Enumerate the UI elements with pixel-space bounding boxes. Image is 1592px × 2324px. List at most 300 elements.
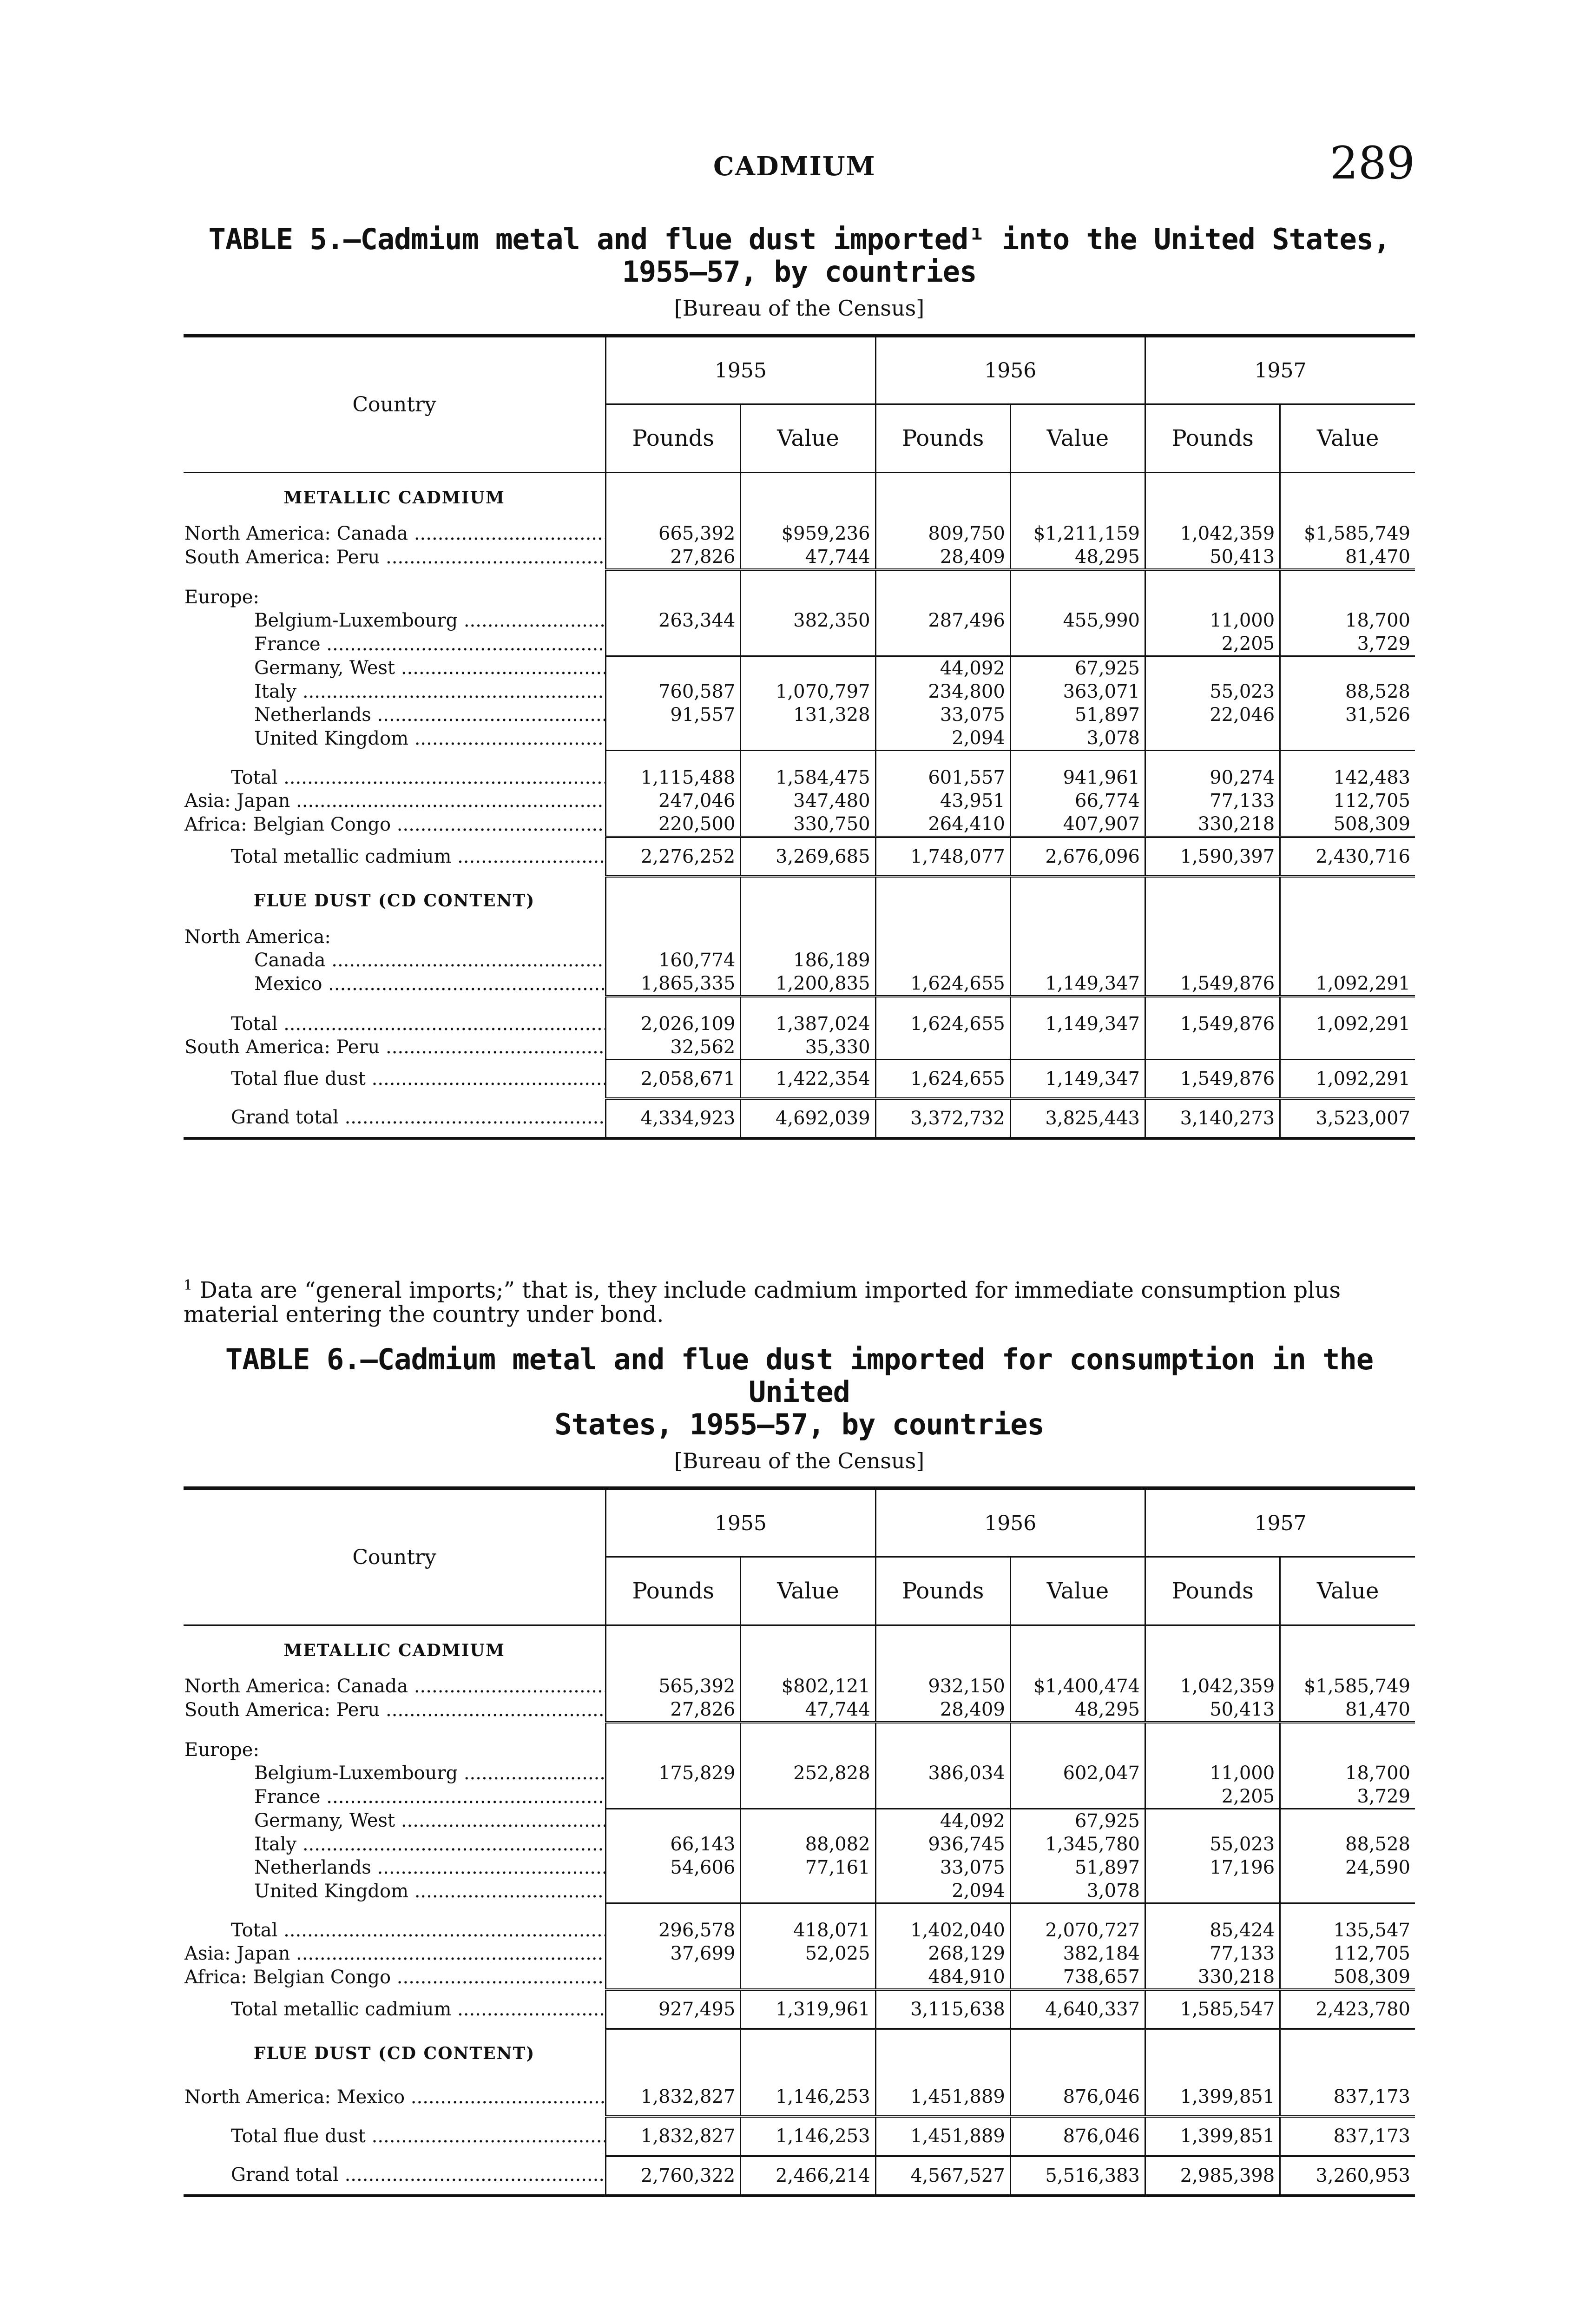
table-cell: 1,092,291 — [1280, 1059, 1415, 1098]
table-cell — [875, 1036, 1010, 1060]
pounds-header: Pounds — [1145, 404, 1280, 473]
row-label: Total metallic cadmium ..... — [184, 838, 606, 875]
table-row — [184, 1012, 1415, 1036]
value-header: Value — [1280, 404, 1415, 473]
row-label: Mexico ..... — [184, 972, 606, 996]
table-cell: 77,161 — [741, 1856, 875, 1879]
section-heading-row — [184, 473, 1415, 522]
pounds-header: Pounds — [875, 1557, 1010, 1625]
table-cell: 665,392 — [606, 522, 741, 545]
table-row — [184, 1059, 1415, 1098]
spacer-row — [184, 1723, 1415, 1739]
table-cell: 1,422,354 — [741, 1059, 875, 1098]
table-cell: 3,140,273 — [1145, 1098, 1280, 1138]
table-cell: 330,218 — [1145, 812, 1280, 837]
year-header: 1956 — [875, 336, 1145, 404]
table-row — [184, 2156, 1415, 2196]
row-label: Belgium-Luxembourg ..... — [184, 609, 606, 632]
table-cell: 37,699 — [606, 1942, 741, 1965]
country-header: Country — [184, 1488, 606, 1625]
table-cell: 252,828 — [741, 1762, 875, 1785]
table-cell: 1,149,347 — [1010, 972, 1145, 997]
table-cell: 112,705 — [1280, 1942, 1415, 1965]
table-6-grid — [184, 1486, 1415, 2197]
table-cell — [1280, 1809, 1415, 1833]
row-label: Asia: Japan ..... — [184, 1943, 606, 1964]
table-cell — [875, 949, 1010, 972]
table-cell — [606, 726, 741, 751]
table-cell: 135,547 — [1280, 1919, 1415, 1942]
footnote-text: Data are “general imports;” that is, they include cadmium imported for immediate consumption plus material entering the country under bond. — [184, 1277, 1341, 1327]
table-row — [184, 1965, 1415, 1990]
row-label: France ..... — [184, 633, 606, 656]
table-cell — [741, 1965, 875, 1990]
table-cell: 220,500 — [606, 812, 741, 837]
table-cell: 3,523,007 — [1280, 1098, 1415, 1138]
table-cell: 67,925 — [1010, 1809, 1145, 1833]
row-label: Total flue dust ..... — [184, 1060, 606, 1097]
table-cell: 738,657 — [1010, 1965, 1145, 1990]
table-cell: 382,350 — [741, 609, 875, 632]
table-row — [184, 1762, 1415, 1785]
row-label: United Kingdom ..... — [184, 1880, 606, 1903]
row-label: Africa: Belgian Congo ..... — [184, 1967, 606, 1988]
row-label: Netherlands ..... — [184, 703, 606, 726]
table-cell: 51,897 — [1010, 703, 1145, 726]
table-cell: 837,173 — [1280, 2078, 1415, 2117]
table-row — [184, 972, 1415, 997]
table-cell: 2,430,716 — [1280, 837, 1415, 877]
table-cell: 81,470 — [1280, 545, 1415, 570]
table-cell: 4,640,337 — [1010, 1990, 1145, 2029]
table-cell: 936,745 — [875, 1833, 1010, 1856]
table-cell: 44,092 — [875, 656, 1010, 680]
table-cell: 1,832,827 — [606, 2078, 741, 2117]
table-cell: 407,907 — [1010, 812, 1145, 837]
table-row — [184, 1809, 1415, 1833]
pounds-header: Pounds — [606, 404, 741, 473]
table-cell: 287,496 — [875, 609, 1010, 632]
table-row — [184, 949, 1415, 972]
value-header: Value — [1280, 1557, 1415, 1625]
row-label: Canada ..... — [184, 949, 606, 972]
table-cell: 32,562 — [606, 1036, 741, 1060]
table-cell: 508,309 — [1280, 812, 1415, 837]
table-cell: 3,078 — [1010, 1879, 1145, 1903]
table-cell: 941,961 — [1010, 766, 1145, 789]
row-label: Italy ..... — [184, 1833, 606, 1856]
table-cell: 1,451,889 — [875, 2116, 1010, 2156]
row-label: Total metallic cadmium ..... — [184, 1991, 606, 2028]
row-label: Total ..... — [184, 1012, 606, 1036]
table-cell: 47,744 — [741, 1698, 875, 1723]
row-label: Africa: Belgian Congo ..... — [184, 814, 606, 835]
row-label: France ..... — [184, 1785, 606, 1809]
table-cell: 11,000 — [1145, 609, 1280, 632]
table-cell: 18,700 — [1280, 609, 1415, 632]
table-cell: 418,071 — [741, 1919, 875, 1942]
row-label: South America: Peru ..... — [184, 1037, 606, 1058]
table-row — [184, 1785, 1415, 1809]
table-cell: 1,149,347 — [1010, 1059, 1145, 1098]
table-cell — [875, 1785, 1010, 1809]
row-label: United Kingdom ..... — [184, 727, 606, 750]
table-cell — [1010, 1036, 1145, 1060]
pounds-header: Pounds — [606, 1557, 741, 1625]
table-cell: 1,399,851 — [1145, 2116, 1280, 2156]
table-cell: 1,399,851 — [1145, 2078, 1280, 2117]
spacer-row — [184, 996, 1415, 1012]
row-label: Total flue dust ..... — [184, 2118, 606, 2155]
table-cell: 3,372,732 — [875, 1098, 1010, 1138]
table-cell: 1,319,961 — [741, 1990, 875, 2029]
table-cell: 3,729 — [1280, 1785, 1415, 1809]
table-cell: 112,705 — [1280, 789, 1415, 812]
table-cell: 2,423,780 — [1280, 1990, 1415, 2029]
section-heading: METALLIC CADMIUM — [283, 1640, 505, 1660]
table-cell: 175,829 — [606, 1762, 741, 1785]
table-cell — [606, 1785, 741, 1809]
table-cell: 186,189 — [741, 949, 875, 972]
table-cell: 48,295 — [1010, 1698, 1145, 1723]
table-cell: 382,184 — [1010, 1942, 1145, 1965]
table-row — [184, 812, 1415, 837]
table-cell: 2,676,096 — [1010, 837, 1145, 877]
table-cell: 35,330 — [741, 1036, 875, 1060]
table-cell: 3,260,953 — [1280, 2156, 1415, 2196]
table-cell: 51,897 — [1010, 1856, 1145, 1879]
table-cell: 1,146,253 — [741, 2116, 875, 2156]
table-cell: 88,528 — [1280, 680, 1415, 703]
table-cell: 2,058,671 — [606, 1059, 741, 1098]
table-row — [184, 1919, 1415, 1942]
table-cell: 247,046 — [606, 789, 741, 812]
table-cell: 90,274 — [1145, 766, 1280, 789]
table-cell: 1,865,335 — [606, 972, 741, 997]
table-row — [184, 766, 1415, 789]
table-row — [184, 2116, 1415, 2156]
table-cell: 85,424 — [1145, 1919, 1280, 1942]
table-cell: 33,075 — [875, 703, 1010, 726]
row-label: Asia: Japan ..... — [184, 790, 606, 812]
table-cell: 2,026,109 — [606, 1012, 741, 1036]
table-cell: 2,276,252 — [606, 837, 741, 877]
group-label-row — [184, 586, 1415, 609]
year-header: 1956 — [875, 1488, 1145, 1557]
table-cell — [1145, 726, 1280, 751]
table-cell: 43,951 — [875, 789, 1010, 812]
table-cell: 2,094 — [875, 726, 1010, 751]
table-cell: 66,774 — [1010, 789, 1145, 812]
pounds-header: Pounds — [1145, 1557, 1280, 1625]
table-cell: 1,832,827 — [606, 2116, 741, 2156]
table-cell — [606, 1809, 741, 1833]
table-cell — [1145, 1879, 1280, 1903]
table-cell: 3,269,685 — [741, 837, 875, 877]
table-cell: 2,205 — [1145, 632, 1280, 656]
table-cell: 1,748,077 — [875, 837, 1010, 877]
table-cell: 77,133 — [1145, 789, 1280, 812]
table-cell: 268,129 — [875, 1942, 1010, 1965]
spacer-row — [184, 1903, 1415, 1919]
row-label: Netherlands ..... — [184, 1856, 606, 1879]
table-cell: 809,750 — [875, 522, 1010, 545]
footnote-mark: 1 — [184, 1277, 193, 1294]
table-cell — [1145, 949, 1280, 972]
table-cell: 66,143 — [606, 1833, 741, 1856]
table-cell: 1,092,291 — [1280, 972, 1415, 997]
table-cell: 1,451,889 — [875, 2078, 1010, 2117]
table-cell: 1,345,780 — [1010, 1833, 1145, 1856]
table-cell: 22,046 — [1145, 703, 1280, 726]
value-header: Value — [1010, 404, 1145, 473]
table-row — [184, 1856, 1415, 1879]
table-cell: 17,196 — [1145, 1856, 1280, 1879]
table-cell — [875, 632, 1010, 656]
table-cell: 4,334,923 — [606, 1098, 741, 1138]
table-cell: 601,557 — [875, 766, 1010, 789]
table-cell: 3,729 — [1280, 632, 1415, 656]
table-cell: 1,624,655 — [875, 1059, 1010, 1098]
spacer-row — [184, 570, 1415, 586]
table-cell: $1,400,474 — [1010, 1675, 1145, 1698]
value-header: Value — [741, 404, 875, 473]
table-cell: 48,295 — [1010, 545, 1145, 570]
table-cell: 234,800 — [875, 680, 1010, 703]
table-5-caption: TABLE 5.—Cadmium metal and flue dust imported¹ into the United States, 1955–57, by countries — [208, 222, 1390, 289]
row-label: Grand total ..... — [184, 2156, 606, 2193]
table-cell: 263,344 — [606, 609, 741, 632]
section-heading-row — [184, 1625, 1415, 1675]
table-row — [184, 837, 1415, 877]
table-5 — [184, 223, 1415, 1140]
table-cell — [606, 1879, 741, 1903]
table-cell: 876,046 — [1010, 2116, 1145, 2156]
table-cell — [1145, 656, 1280, 680]
table-cell: 455,990 — [1010, 609, 1145, 632]
table-cell — [741, 656, 875, 680]
table-cell: 1,590,397 — [1145, 837, 1280, 877]
table-cell: 760,587 — [606, 680, 741, 703]
table-cell: 4,567,527 — [875, 2156, 1010, 2196]
table-5-grid — [184, 334, 1415, 1140]
table-row — [184, 632, 1415, 656]
table-cell: 3,078 — [1010, 726, 1145, 751]
row-label: North America: — [184, 926, 331, 948]
table-cell — [1280, 1036, 1415, 1060]
table-cell: 50,413 — [1145, 545, 1280, 570]
table-cell — [741, 1809, 875, 1833]
table-cell: 363,071 — [1010, 680, 1145, 703]
table-cell: 1,549,876 — [1145, 1059, 1280, 1098]
table-row — [184, 1879, 1415, 1903]
table-cell: 1,624,655 — [875, 972, 1010, 997]
table-cell: 876,046 — [1010, 2078, 1145, 2117]
table-cell: 330,750 — [741, 812, 875, 837]
table-cell: $1,585,749 — [1280, 1675, 1415, 1698]
row-label: Europe: — [184, 587, 259, 608]
table-cell — [606, 1965, 741, 1990]
table-cell: 2,070,727 — [1010, 1919, 1145, 1942]
section-heading-row — [184, 2029, 1415, 2078]
table-cell — [1010, 949, 1145, 972]
year-header: 1957 — [1145, 1488, 1415, 1557]
value-header: Value — [741, 1557, 875, 1625]
table-cell: 50,413 — [1145, 1698, 1280, 1723]
row-label: Germany, West ..... — [184, 656, 606, 680]
table-cell: 1,146,253 — [741, 2078, 875, 2117]
table-cell: 565,392 — [606, 1675, 741, 1698]
table-cell: 52,025 — [741, 1942, 875, 1965]
group-label-row — [184, 925, 1415, 949]
table-cell — [1010, 632, 1145, 656]
spacer-row — [184, 751, 1415, 766]
table-cell — [1010, 1785, 1145, 1809]
table-6-source: [Bureau of the Census] — [674, 1448, 925, 1473]
table-cell: 2,985,398 — [1145, 2156, 1280, 2196]
table-cell: 508,309 — [1280, 1965, 1415, 1990]
table-row — [184, 1698, 1415, 1723]
table-cell: 31,526 — [1280, 703, 1415, 726]
table-row — [184, 656, 1415, 680]
pounds-header: Pounds — [875, 404, 1010, 473]
table-row — [184, 1036, 1415, 1060]
table-cell: 2,094 — [875, 1879, 1010, 1903]
table-cell: 386,034 — [875, 1762, 1010, 1785]
running-title: CADMIUM — [713, 151, 876, 182]
row-label: Belgium-Luxembourg ..... — [184, 1762, 606, 1785]
table-cell — [741, 726, 875, 751]
table-cell: 1,549,876 — [1145, 1012, 1280, 1036]
table-row — [184, 545, 1415, 570]
table-cell: 330,218 — [1145, 1965, 1280, 1990]
year-header: 1957 — [1145, 336, 1415, 404]
table-cell: 55,023 — [1145, 1833, 1280, 1856]
section-heading: METALLIC CADMIUM — [283, 488, 505, 508]
table-row — [184, 1833, 1415, 1856]
table-row — [184, 2078, 1415, 2117]
table-5-source: [Bureau of the Census] — [674, 296, 925, 321]
table-cell: 77,133 — [1145, 1942, 1280, 1965]
row-label: Grand total ..... — [184, 1099, 606, 1136]
table-6-caption: TABLE 6.—Cadmium metal and flue dust imported for consumption in the United States, 1955–57, by countries — [225, 1342, 1374, 1441]
table-cell: 28,409 — [875, 1698, 1010, 1723]
table-cell: 160,774 — [606, 949, 741, 972]
footnote — [184, 1274, 1415, 1327]
table-row — [184, 1098, 1415, 1138]
table-cell: 54,606 — [606, 1856, 741, 1879]
section-heading: FLUE DUST (CD CONTENT) — [253, 2044, 535, 2063]
group-label-row — [184, 1738, 1415, 1762]
table-cell: 602,047 — [1010, 1762, 1145, 1785]
table-cell: $802,121 — [741, 1675, 875, 1698]
table-cell: 1,585,547 — [1145, 1990, 1280, 2029]
table-cell: 1,115,488 — [606, 766, 741, 789]
year-header: 1955 — [606, 1488, 875, 1557]
row-label: North America: Canada ..... — [184, 523, 606, 544]
table-cell: 28,409 — [875, 545, 1010, 570]
table-cell: 3,115,638 — [875, 1990, 1010, 2029]
row-label: North America: Canada ..... — [184, 1676, 606, 1697]
table-cell — [741, 1785, 875, 1809]
row-label: North America: Mexico ..... — [184, 2086, 606, 2108]
table-cell: 264,410 — [875, 812, 1010, 837]
table-cell: $1,211,159 — [1010, 522, 1145, 545]
table-cell: 27,826 — [606, 545, 741, 570]
row-label: Total ..... — [184, 1919, 606, 1942]
table-cell: 1,070,797 — [741, 680, 875, 703]
table-cell — [741, 1879, 875, 1903]
table-cell: 24,590 — [1280, 1856, 1415, 1879]
table-cell: 927,495 — [606, 1990, 741, 2029]
table-row — [184, 789, 1415, 812]
table-row — [184, 680, 1415, 703]
table-cell: 1,092,291 — [1280, 1012, 1415, 1036]
table-cell: 3,825,443 — [1010, 1098, 1145, 1138]
row-label: Italy ..... — [184, 680, 606, 703]
table-cell — [606, 632, 741, 656]
table-cell: 27,826 — [606, 1698, 741, 1723]
table-cell: 1,624,655 — [875, 1012, 1010, 1036]
country-header: Country — [184, 336, 606, 473]
table-cell: 1,402,040 — [875, 1919, 1010, 1942]
row-label: Europe: — [184, 1739, 259, 1761]
table-cell: 88,082 — [741, 1833, 875, 1856]
section-heading: FLUE DUST (CD CONTENT) — [253, 891, 535, 911]
table-cell — [741, 632, 875, 656]
section-heading-row — [184, 877, 1415, 925]
table-row — [184, 726, 1415, 751]
table-row — [184, 703, 1415, 726]
table-cell — [1280, 949, 1415, 972]
table-cell: 1,200,835 — [741, 972, 875, 997]
table-row — [184, 1942, 1415, 1965]
page-number: 289 — [1329, 137, 1415, 189]
year-header: 1955 — [606, 336, 875, 404]
running-head — [184, 137, 1415, 202]
table-cell: $959,236 — [741, 522, 875, 545]
table-cell — [1145, 1036, 1280, 1060]
table-cell: 2,760,322 — [606, 2156, 741, 2196]
table-cell: 484,910 — [875, 1965, 1010, 1990]
table-cell — [1280, 1879, 1415, 1903]
row-label: South America: Peru ..... — [184, 547, 606, 568]
table-cell: $1,585,749 — [1280, 522, 1415, 545]
table-row — [184, 1675, 1415, 1698]
table-cell: 347,480 — [741, 789, 875, 812]
table-cell: 88,528 — [1280, 1833, 1415, 1856]
table-cell: 5,516,383 — [1010, 2156, 1145, 2196]
value-header: Value — [1010, 1557, 1145, 1625]
table-cell: 1,149,347 — [1010, 1012, 1145, 1036]
table-cell: 18,700 — [1280, 1762, 1415, 1785]
table-cell: 81,470 — [1280, 1698, 1415, 1723]
table-6 — [184, 1343, 1415, 2197]
table-cell: 837,173 — [1280, 2116, 1415, 2156]
table-cell — [1280, 726, 1415, 751]
table-cell: 1,387,024 — [741, 1012, 875, 1036]
table-cell: 142,483 — [1280, 766, 1415, 789]
table-cell: 2,205 — [1145, 1785, 1280, 1809]
table-cell: 1,549,876 — [1145, 972, 1280, 997]
table-cell — [606, 656, 741, 680]
table-cell: 1,042,359 — [1145, 522, 1280, 545]
table-row — [184, 1990, 1415, 2029]
table-cell: 47,744 — [741, 545, 875, 570]
table-cell: 131,328 — [741, 703, 875, 726]
table-cell — [1280, 656, 1415, 680]
table-cell: 1,584,475 — [741, 766, 875, 789]
